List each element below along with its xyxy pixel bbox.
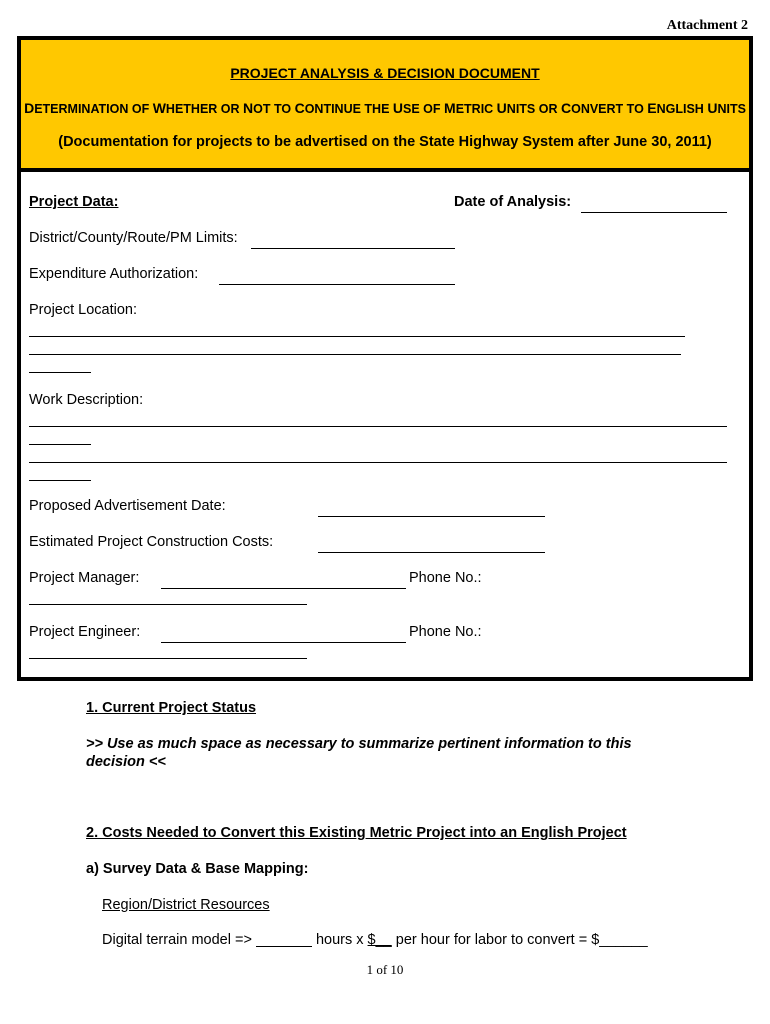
document-subtitle: DETERMINATION OF WHETHER OR NOT TO CONTINUE THE USE OF METRIC UNITS OR CONVERT TO ENGLISH UNITS bbox=[24, 100, 746, 116]
adv-date-field[interactable] bbox=[318, 516, 545, 517]
district-route-field[interactable] bbox=[251, 248, 455, 249]
project-manager-label: Project Manager: bbox=[29, 570, 140, 586]
work-description-line-3[interactable] bbox=[29, 462, 727, 463]
district-route-label: District/County/Route/PM Limits: bbox=[29, 230, 238, 246]
project-location-line-1[interactable] bbox=[29, 336, 685, 337]
attachment-label: Attachment 2 bbox=[666, 18, 748, 33]
work-description-line-1[interactable] bbox=[29, 426, 727, 427]
pm-phone-field[interactable] bbox=[29, 604, 307, 605]
project-data-panel bbox=[17, 168, 753, 681]
header-banner bbox=[17, 36, 753, 172]
dtm-rate-label: per hour for labor to convert = $______ bbox=[391, 932, 648, 948]
documentation-note: (Documentation for projects to be advertised on the State Highway System after June 30, 2011) bbox=[58, 134, 712, 150]
section-2-title: 2. Costs Needed to Convert this Existing Metric Project into an English Project bbox=[86, 825, 627, 841]
project-location-line-2[interactable] bbox=[29, 354, 681, 355]
dtm-hours-label: hours x bbox=[311, 932, 368, 948]
project-engineer-field[interactable] bbox=[161, 642, 406, 643]
est-costs-label: Estimated Project Construction Costs: bbox=[29, 534, 274, 550]
adv-date-label: Proposed Advertisement Date: bbox=[29, 498, 226, 514]
page-number: 1 of 10 bbox=[366, 962, 404, 977]
dtm-rate-field[interactable]: $__ bbox=[367, 932, 392, 948]
pe-phone-field[interactable] bbox=[29, 658, 307, 659]
work-description-label: Work Description: bbox=[29, 392, 144, 408]
section-1-note-line-2: decision << bbox=[86, 754, 166, 770]
date-of-analysis-field[interactable] bbox=[581, 212, 727, 213]
est-costs-field[interactable] bbox=[318, 552, 545, 553]
work-description-line-4[interactable] bbox=[29, 480, 91, 481]
pe-phone-label: Phone No.: bbox=[409, 624, 482, 640]
expenditure-field[interactable] bbox=[219, 284, 455, 285]
expenditure-label: Expenditure Authorization: bbox=[29, 266, 199, 282]
project-location-line-3[interactable] bbox=[29, 372, 91, 373]
project-manager-field[interactable] bbox=[161, 588, 406, 589]
project-location-label: Project Location: bbox=[29, 302, 138, 318]
project-data-label: Project Data: bbox=[29, 194, 119, 210]
dtm-hours-field[interactable] bbox=[256, 932, 312, 947]
section-2a-title: a) Survey Data & Base Mapping: bbox=[86, 861, 309, 877]
section-1-title: 1. Current Project Status bbox=[86, 700, 257, 716]
project-engineer-label: Project Engineer: bbox=[29, 624, 141, 640]
date-of-analysis-label: Date of Analysis: bbox=[454, 194, 572, 210]
region-resources-label: Region/District Resources bbox=[102, 897, 270, 913]
dtm-line bbox=[102, 932, 648, 948]
document-title: PROJECT ANALYSIS & DECISION DOCUMENT bbox=[230, 65, 540, 81]
dtm-label: Digital terrain model => bbox=[102, 932, 256, 948]
section-1-note-line-1: >> Use as much space as necessary to summarize pertinent information to this bbox=[86, 736, 632, 752]
work-description-line-2[interactable] bbox=[29, 444, 91, 445]
pm-phone-label: Phone No.: bbox=[409, 570, 482, 586]
